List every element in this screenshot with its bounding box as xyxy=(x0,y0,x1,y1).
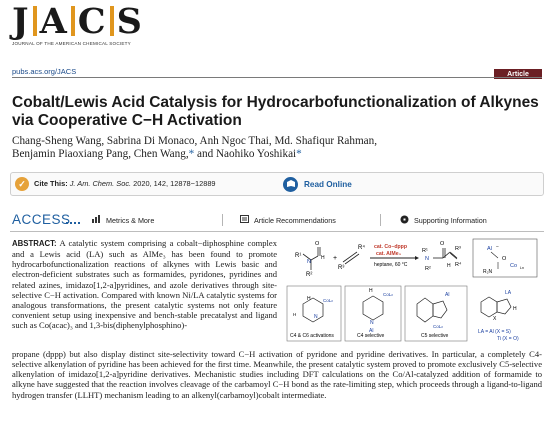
svg-text:R¹: R¹ xyxy=(422,248,428,254)
box2-label: C4 selective xyxy=(357,333,385,339)
svg-text:O: O xyxy=(315,241,320,247)
svg-text:CoLₙ: CoLₙ xyxy=(323,298,334,303)
svg-text:Al: Al xyxy=(369,328,374,334)
svg-text:CoLₙ: CoLₙ xyxy=(433,324,444,329)
svg-text:R²: R² xyxy=(425,266,431,272)
svg-text:N: N xyxy=(314,314,318,320)
svg-text:−: − xyxy=(496,244,499,250)
svg-text:CoLₙ: CoLₙ xyxy=(383,292,394,297)
read-online-label: Read Online xyxy=(304,179,352,189)
recommendations-label: Article Recommendations xyxy=(254,215,336,225)
separator xyxy=(222,214,223,226)
svg-text:R₂N: R₂N xyxy=(483,269,493,275)
la-line1: LA = Al (X = S) xyxy=(478,329,511,335)
bar-chart-icon xyxy=(92,215,101,225)
access-heading: ACCESS xyxy=(12,212,71,227)
svg-text:R³: R³ xyxy=(455,246,461,252)
svg-text:H: H xyxy=(369,288,373,294)
logo-bar xyxy=(33,6,37,36)
abstract-text-part1: A catalytic system comprising a cobalt−diphosphine complex and a Lewis acid (LA) such as AlMe₃ has been found to promote hydrocarbofunctionalization reactions of alkynes with Lewis basic and electron-deficient substrates such as formamides, pyridones, pyridines and related azines, imidazo[1,2-a]pyridines, and azole derivatives through site-selective C−H activation. Compared with known Ni/LA catalytic systems for analogous transformations, the present catalytic systems not only feature convenient setup using inexpensive and bench-stable precatalyst and ligand such as Co(acac)₃ and 1,3-bis(diphenylphosphino)- xyxy=(12,238,277,331)
svg-text:Al: Al xyxy=(487,246,492,252)
box3-label: C5 selective xyxy=(421,333,449,339)
corresponding-author-star[interactable]: * xyxy=(188,148,195,160)
separator xyxy=(380,214,381,226)
journal-logo[interactable] xyxy=(12,0,143,42)
article-title: Cobalt/Lewis Acid Catalysis for Hydrocarbofunctionalization of Alkynes via Cooperative C−H Activation xyxy=(12,94,539,129)
svg-text:LA: LA xyxy=(505,290,512,296)
svg-text:H: H xyxy=(513,306,517,312)
conditions-text: heptane, 60 °C xyxy=(374,262,408,268)
svg-text:Al: Al xyxy=(445,292,450,298)
check-icon: ✓ xyxy=(15,177,29,191)
product-structure xyxy=(433,248,457,259)
svg-text:N: N xyxy=(425,256,429,262)
co-label-1: Co xyxy=(510,263,518,269)
toc-graphic xyxy=(285,236,542,346)
svg-text:R³: R³ xyxy=(338,265,345,271)
formamide-reactant xyxy=(303,247,320,270)
authors-line-2: Benjamin Piaoxiang Pang, Chen Wang,* and Naohiko Yoshikai* xyxy=(12,148,302,160)
box1-label: C4 & C6 activations xyxy=(290,333,334,339)
access-dots xyxy=(66,222,80,224)
svg-text:H: H xyxy=(321,255,325,261)
journal-subtitle: JOURNAL OF THE AMERICAN CHEMICAL SOCIETY xyxy=(12,41,131,46)
corresponding-author-star[interactable]: * xyxy=(296,148,302,160)
document-grid-icon xyxy=(240,215,249,225)
svg-text:R⁴: R⁴ xyxy=(455,262,462,268)
abstract-text-part2: propane (dppp) but also display distinct site-selectivity toward C−H activation of pyridone and pyridine derivatives. In particular, a completely C4-selective alkenylation of pyridine has been achieved for the first time. Meanwhile, the present catalytic system proved to promote exclusively C5-selective alkenylation of imidazo[1,2-a]pyridine derivatives. Mechanistic studies including DFT calculations on the Co/Al-catalyzed addition of formamide to alkyne have suggested that the reaction involves cleavage of the carbamoyl C−H bond as the rate-limiting step, which proceeds through a ligand-to-ligand hydrogen transfer (LLHT) mechanism leading to an alkenyl(carbamoyl)cobalt intermediate. xyxy=(12,349,542,400)
alkyne-reactant xyxy=(343,252,359,264)
metrics-link[interactable] xyxy=(92,215,154,225)
logo-letter-a: A xyxy=(39,0,68,42)
svg-text:O: O xyxy=(502,256,507,262)
supporting-label: Supporting Information xyxy=(414,216,487,225)
svg-text:R⁴: R⁴ xyxy=(358,245,365,251)
svg-text:X: X xyxy=(493,316,497,322)
author-list xyxy=(12,135,542,161)
svg-text:H: H xyxy=(307,296,311,302)
svg-text:H: H xyxy=(447,263,451,269)
read-online-button[interactable] xyxy=(283,174,403,194)
r1-label: R¹ xyxy=(295,253,302,259)
svg-text:O: O xyxy=(440,241,445,247)
metrics-label: Metrics & More xyxy=(106,215,155,225)
logo-letter-j: J xyxy=(12,0,30,42)
header-divider xyxy=(12,77,542,78)
svg-text:N: N xyxy=(307,259,311,265)
article-type-badge: Article xyxy=(494,69,542,79)
supporting-info-icon xyxy=(400,215,409,226)
svg-text:N: N xyxy=(370,320,374,326)
abstract-column xyxy=(12,238,277,330)
svg-text:+: + xyxy=(333,255,338,262)
catalyst-text: cat. Co−dppp xyxy=(374,244,407,250)
journal-url[interactable]: pubs.acs.org/JACS xyxy=(12,67,77,76)
svg-text:H: H xyxy=(293,312,297,317)
la-line2: Ti (X = O) xyxy=(497,336,519,342)
r2-label: R² xyxy=(306,272,313,278)
recommendations-link[interactable] xyxy=(240,215,336,225)
abstract-lead: ABSTRACT: xyxy=(12,239,57,248)
logo-letter-s: S xyxy=(116,0,143,42)
lewis-acid-text: cat. AlMe₃ xyxy=(376,251,401,257)
cite-this[interactable]: Cite This: J. Am. Chem. Soc. 2020, 142, 12878−12889 xyxy=(34,179,216,188)
svg-text:Ln: Ln xyxy=(520,266,524,270)
authors-line-1: Chang-Sheng Wang, Sabrina Di Monaco, Anh Ngoc Thai, Md. Shafiqur Rahman, xyxy=(12,135,378,147)
read-online-icon xyxy=(283,177,298,192)
supporting-info-link[interactable] xyxy=(400,215,487,226)
access-divider xyxy=(10,231,544,232)
logo-letter-c: C xyxy=(77,0,107,42)
